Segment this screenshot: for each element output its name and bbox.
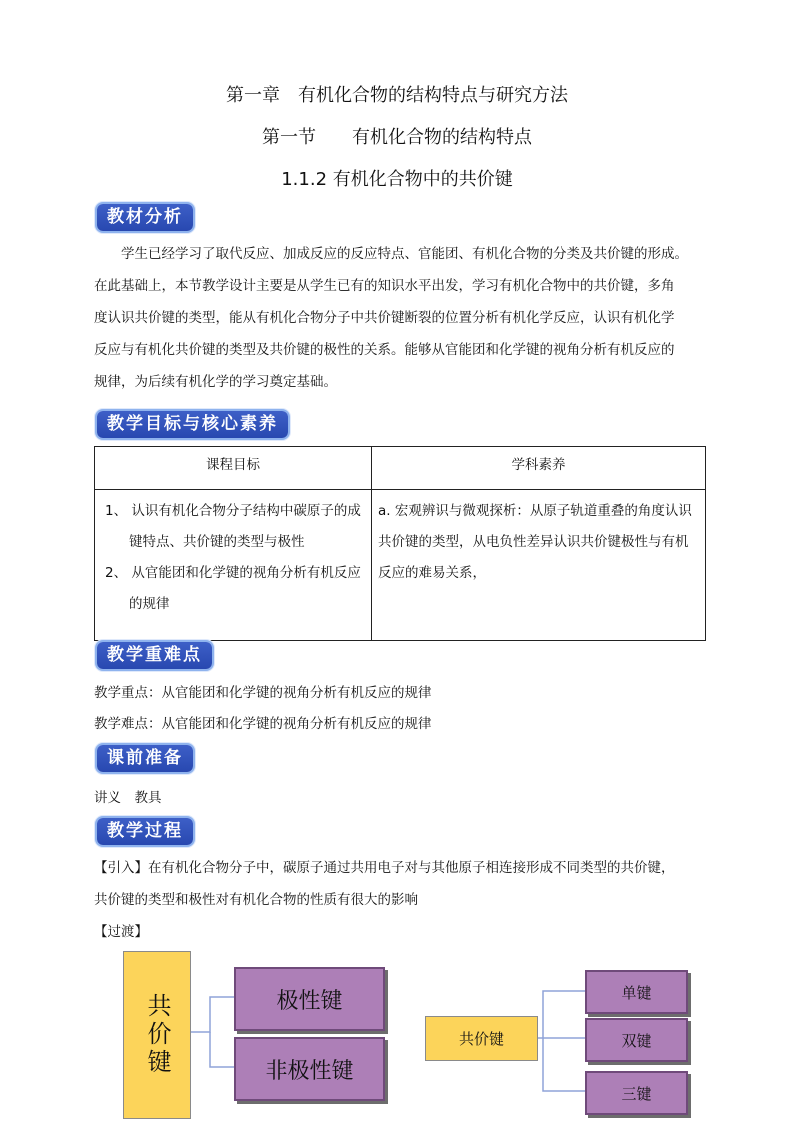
chapter-title: 第一章 有机化合物的结构特点与研究方法 — [226, 85, 568, 106]
diagram-node-double-bond: 双键 — [585, 1018, 688, 1062]
keypoint-difficult: 教学难点：从官能团和化学键的视角分析有机反应的规律 — [94, 716, 432, 732]
connector-line — [210, 1032, 234, 1067]
diagram-node-single-bond: 单键 — [585, 970, 688, 1014]
analysis-line: 学生已经学习了取代反应、加成反应的反应特点、官能团、有机化合物的分类及共价键的形成。 — [121, 246, 688, 262]
connector-line — [536, 991, 585, 1038]
diagram-root-covalent-bond-types: 共价键 — [425, 1016, 538, 1061]
diagram-root-covalent-bond: 共价键 — [123, 951, 191, 1119]
table-header: 课程目标 — [95, 447, 372, 490]
section-badge-goals: 教学目标与核心素养 — [97, 411, 288, 438]
keypoint-key: 教学重点：从官能团和化学键的视角分析有机反应的规律 — [94, 685, 432, 701]
table-cell-literacy: a. 宏观辨识与微观探析：从原子轨道重叠的角度认识共价键的类型，从电负性差异认识共价键极性与有机反应的难易关系， — [372, 490, 706, 641]
analysis-line: 规律，为后续有机化学的学习奠定基础。 — [94, 374, 337, 390]
connector-line — [189, 997, 234, 1032]
connector-line — [543, 1038, 585, 1091]
goal-item: 1、 认识有机化合物分子结构中碳原子的成键特点、共价键的类型与极性 — [105, 503, 361, 550]
table-header: 学科素养 — [372, 447, 706, 490]
analysis-line: 反应与有机化共价键的类型及共价键的极性的关系。能够从官能团和化学键的视角分析有机反应的 — [94, 342, 675, 358]
diagram-node-nonpolar-bond: 非极性键 — [234, 1037, 385, 1101]
intro-line: 【引入】在有机化合物分子中，碳原子通过共用电子对与其他原子相连接形成不同类型的共价键， — [94, 860, 675, 876]
lesson-title: 1.1.2 有机化合物中的共价键 — [281, 169, 513, 190]
prep-text: 讲义 教具 — [94, 790, 162, 806]
section-badge-prep: 课前准备 — [97, 745, 193, 772]
section-badge-keypoints: 教学重难点 — [97, 642, 212, 669]
section-title: 第一节 有机化合物的结构特点 — [262, 127, 532, 148]
diagram-node-polar-bond: 极性键 — [234, 967, 385, 1031]
goal-item: 2、 从官能团和化学键的视角分析有机反应的规律 — [105, 565, 361, 612]
diagram-node-triple-bond: 三键 — [585, 1071, 688, 1115]
analysis-line: 在此基础上，本节教学设计主要是从学生已有的知识水平出发，学习有机化合物中的共价键，多角 — [94, 278, 675, 294]
analysis-line: 度认识共价键的类型，能从有机化合物分子中共价键断裂的位置分析有机化学反应，认识有机化学 — [94, 310, 675, 326]
section-badge-process: 教学过程 — [97, 818, 193, 845]
intro-line: 共价键的类型和极性对有机化合物的性质有很大的影响 — [94, 892, 418, 908]
transition-label: 【过渡】 — [94, 924, 148, 940]
section-badge-analysis: 教材分析 — [97, 204, 193, 231]
